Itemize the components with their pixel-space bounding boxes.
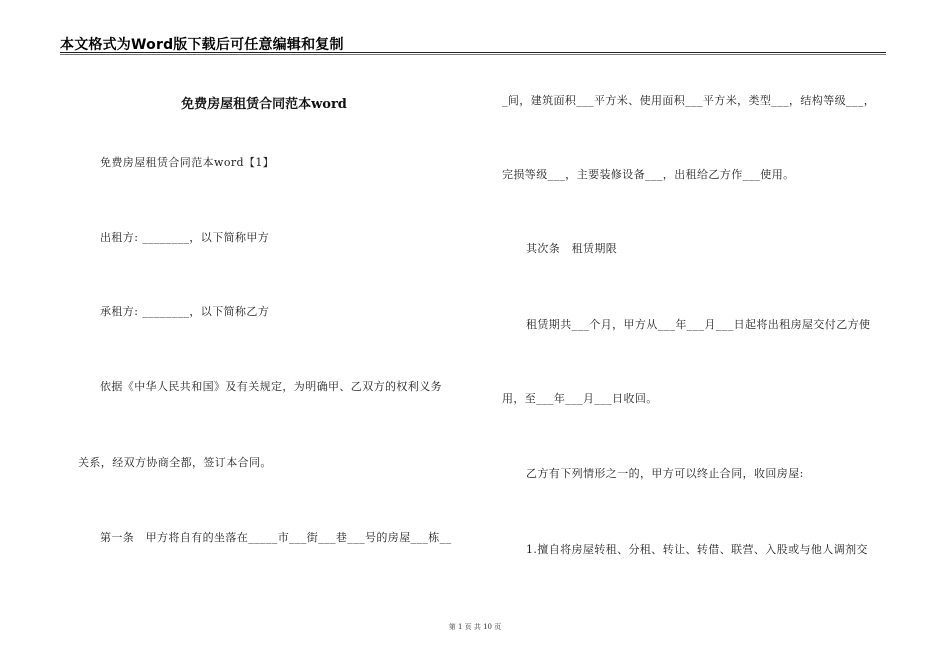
paragraph: _间，建筑面积___平方米、使用面积___平方米，类型___，结构等级___，	[502, 94, 876, 107]
paragraph: 用，至___年___月___日收回。	[502, 392, 658, 405]
paragraph: 关系，经双方协商全都，签订本合同。	[78, 456, 272, 469]
page-footer: 第 1 页 共 10 页	[448, 623, 502, 631]
header-rule-secondary	[60, 54, 886, 55]
paragraph: 完损等级___，主要装修设备___，出租给乙方作___使用。	[502, 168, 795, 181]
document-title: 免费房屋租赁合同范本word	[181, 97, 347, 112]
paragraph: 1.擅自将房屋转租、分租、转让、转借、联营、入股或与他人调剂交	[526, 543, 868, 556]
paragraph: 租赁期共___个月，甲方从___年___月___日起将出租房屋交付乙方使	[526, 318, 871, 331]
paragraph: 免费房屋租赁合同范本word【1】	[100, 156, 275, 169]
paragraph: 其次条 租赁期限	[526, 242, 618, 255]
document-header: 本文格式为Word版下载后可任意编辑和复制	[60, 37, 344, 53]
paragraph: 依据《中华人民共和国》及有关规定，为明确甲、乙双方的权利义务	[100, 380, 442, 393]
paragraph: 承租方: ________，以下简称乙方	[100, 305, 270, 318]
paragraph: 第一条 甲方将自有的坐落在_____市___街___巷___号的房屋___栋__	[100, 531, 452, 544]
paragraph: 出租方: ________，以下简称甲方	[100, 231, 270, 244]
header-rule	[60, 52, 886, 53]
paragraph: 乙方有下列情形之一的，甲方可以终止合同，收回房屋:	[526, 467, 804, 480]
